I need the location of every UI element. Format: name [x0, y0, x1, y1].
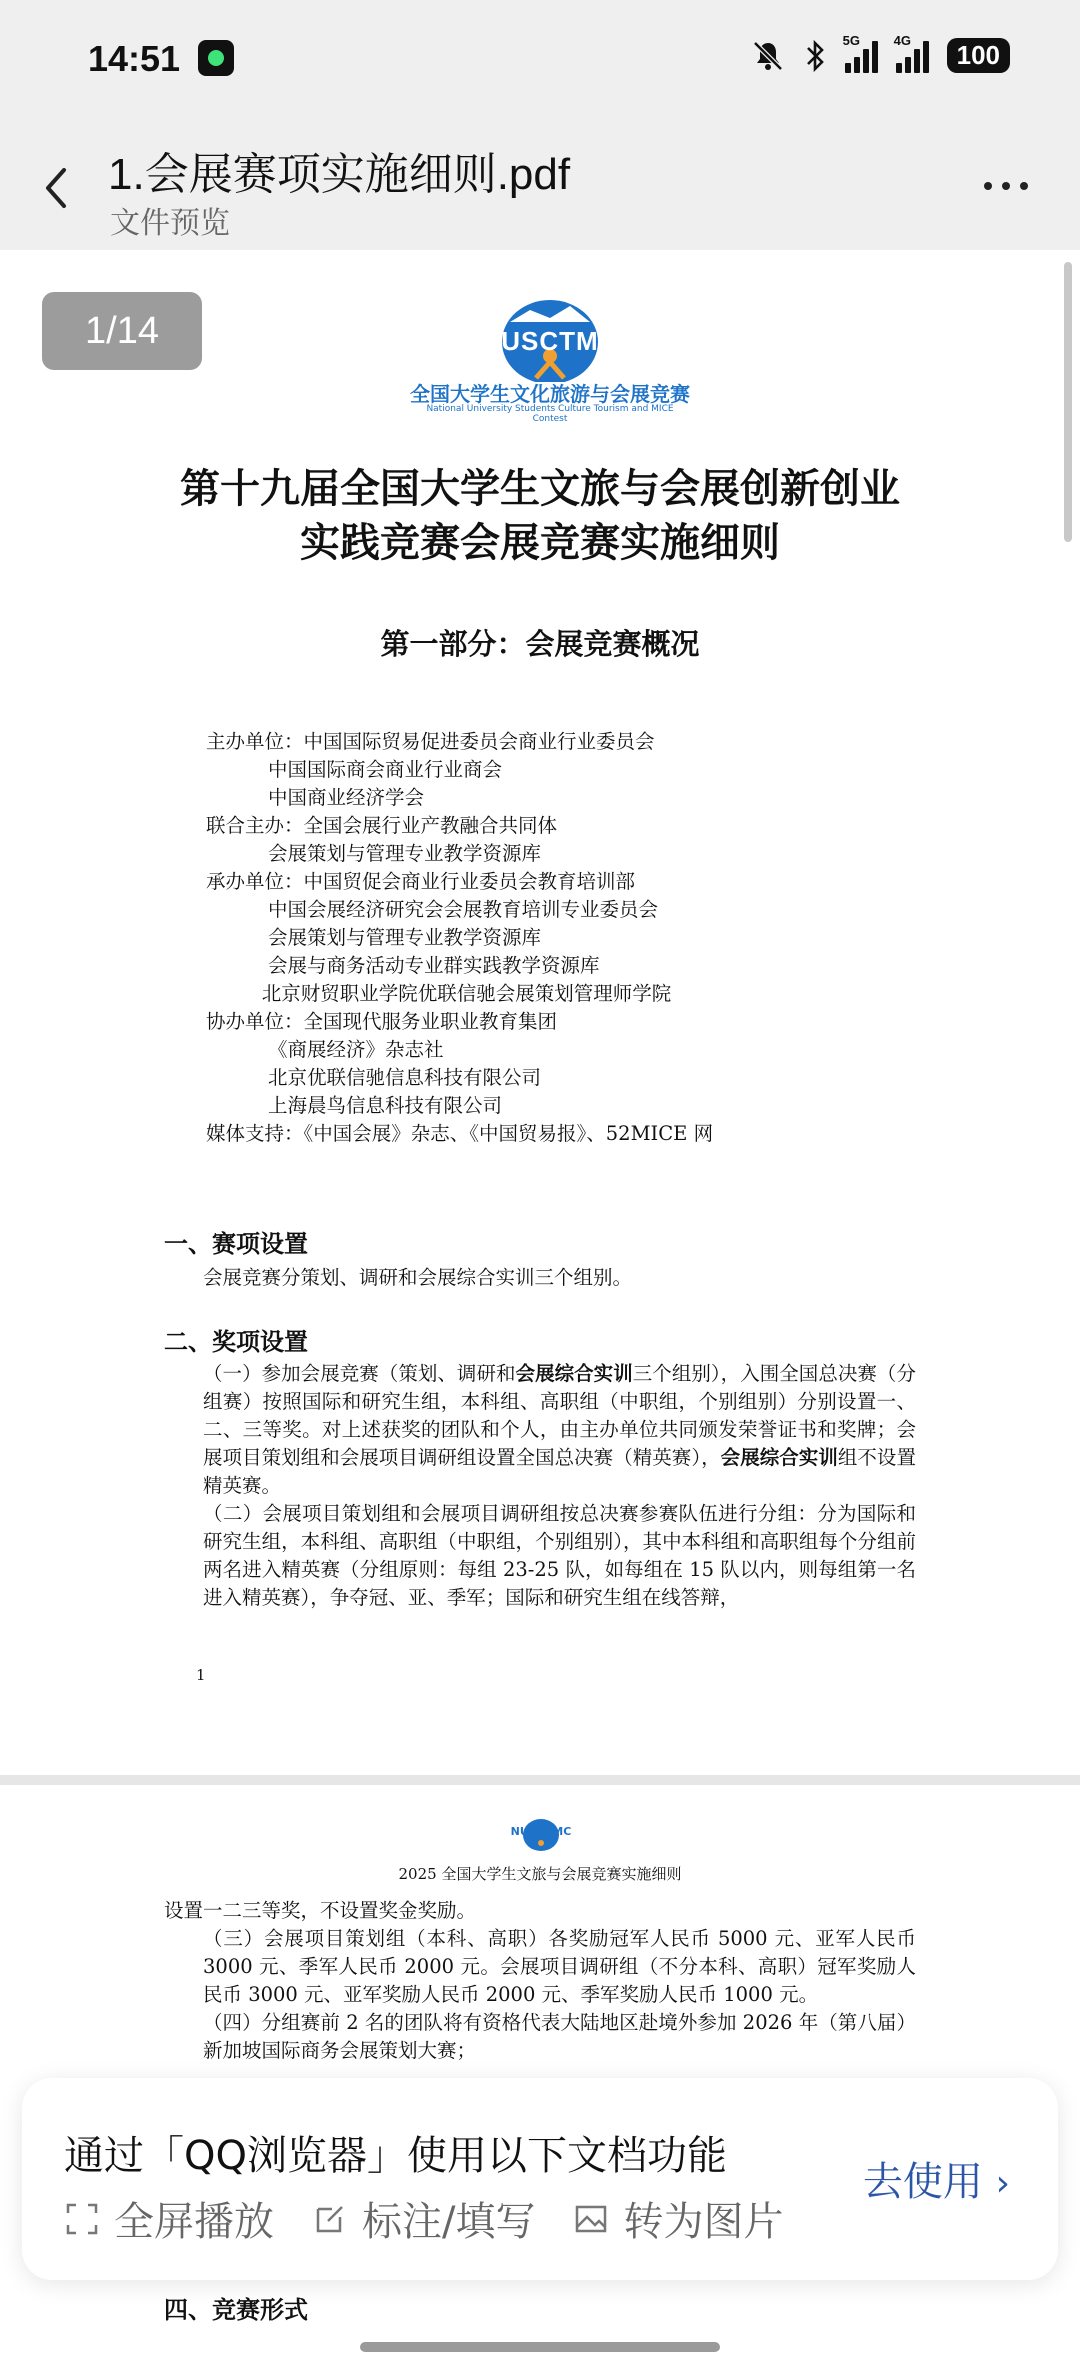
back-icon[interactable] — [36, 158, 76, 218]
org-line: 中国国际商会商业行业商会 — [206, 758, 502, 781]
app-notification-icon — [198, 40, 234, 76]
org-line: 北京财贸职业学院优联信驰会展策划管理师学院 — [206, 982, 672, 1005]
signal-5g-icon: 5G — [845, 39, 878, 73]
qq-browser-promo-card — [22, 2078, 1058, 2280]
chevron-right-icon: › — [995, 2163, 1010, 2204]
org-line: 中国会展经济研究会会展教育培训专业委员会 — [206, 898, 658, 921]
signal-4g-icon: 4G — [896, 39, 929, 73]
fullscreen-icon — [64, 2201, 100, 2237]
status-time: 14:51 — [88, 38, 181, 79]
doc-title-line1: 第十九届全国大学生文旅与会展创新创业 — [180, 465, 900, 512]
org-line: 会展策划与管理专业教学资源库 — [206, 926, 541, 949]
org-line: 中国商业经济学会 — [206, 786, 424, 809]
contest-logo — [410, 292, 690, 442]
more-options-icon[interactable] — [984, 175, 1040, 195]
page2-logo: NUSCTMC — [505, 1807, 577, 1859]
section-paragraph: 会展竞赛分策划、调研和会展综合实训三个组别。 — [203, 1266, 633, 1289]
annotate-fill-feature[interactable]: 标注/填写 — [312, 2190, 535, 2247]
section-heading: 一、赛项设置 — [164, 1229, 308, 1258]
battery-indicator: 100 — [947, 38, 1010, 73]
edit-icon — [312, 2201, 348, 2237]
org-line: 媒体支持：《中国会展》杂志、《中国贸易报》、52MICE 网 — [206, 1122, 714, 1145]
org-line: 《商展经济》杂志社 — [206, 1038, 444, 1061]
status-bar — [0, 0, 1080, 120]
section-paragraph: 设置一二三等奖，不设置奖金奖励。 （三）会展项目策划组（本科、高职）各奖励冠军人民币 5000 元、亚军人民币 3000 元、季军人民币 2000 元。会展项目调研组（不分本科、高职）冠军奖励人民币 3000 元、亚军奖励人民币 2000 元、季军奖励人民币 1000 元。 （四）分组赛前 2 名的团队将有资格代表大陆地区赴境外参加 2026 年（第八届）新加坡国际商务会展策划大赛； — [164, 1899, 916, 2062]
org-line: 联合主办：全国会展行业产教融合共同体 — [206, 814, 558, 837]
section-heading: 二、奖项设置 — [164, 1327, 308, 1356]
logo-wordmark: NUSCTMC — [481, 326, 619, 356]
mute-bell-icon — [751, 39, 785, 73]
part-heading: 第一部分：会展竞赛概况 — [380, 627, 700, 661]
org-line: 协办单位：全国现代服务业职业教育集团 — [206, 1010, 558, 1033]
go-use-button[interactable]: 去使用 › — [862, 2159, 1010, 2205]
page-header: 2025 全国大学生文旅与会展竞赛实施细则 — [398, 1865, 682, 1883]
org-line: 上海晨鸟信息科技有限公司 — [206, 1094, 502, 1117]
bluetooth-icon — [803, 39, 827, 73]
org-line: 主办单位：中国国际贸易促进委员会商业行业委员会 — [206, 730, 655, 753]
page-number: 1 — [196, 1666, 206, 1684]
page-indicator: 1/14 — [42, 292, 202, 370]
document-subtitle: 文件预览 — [110, 206, 230, 241]
org-line: 会展与商务活动专业群实践教学资源库 — [206, 954, 600, 977]
scrollbar-thumb[interactable] — [1064, 262, 1072, 542]
title-bar — [0, 120, 1080, 250]
fullscreen-play-feature[interactable]: 全屏播放 — [64, 2190, 274, 2247]
home-indicator[interactable] — [360, 2342, 720, 2352]
logo-en-text: National University Students Culture Tourism and MICE Contest — [426, 404, 674, 424]
pdf-page-1 — [0, 250, 1080, 1775]
convert-to-image-feature[interactable]: 转为图片 — [573, 2190, 783, 2247]
doc-title-line2: 实践竞赛会展竞赛实施细则 — [300, 519, 780, 566]
promo-title: 通过「QQ浏览器」使用以下文档功能 — [64, 2133, 727, 2179]
pdf-viewer[interactable] — [0, 250, 1080, 2374]
promo-feature-list — [64, 2190, 783, 2247]
org-line: 北京优联信驰信息科技有限公司 — [206, 1066, 541, 1089]
document-title: 1.会展赛项实施细则.pdf — [108, 150, 571, 199]
org-line: 会展策划与管理专业教学资源库 — [206, 842, 541, 865]
org-line: 承办单位：中国贸促会商业行业委员会教育培训部 — [206, 870, 636, 893]
image-icon — [573, 2201, 609, 2237]
logo-cn-text: 全国大学生文化旅游与会展竞赛 — [410, 382, 690, 406]
section-heading: 四、竞赛形式 — [164, 2295, 308, 2324]
section-paragraph: （一）参加会展竞赛（策划、调研和会展综合实训三个组别），入围全国总决赛（分组赛）按照国际和研究生组，本科组、高职组（中职组，个别组别）分别设置一、二、三等奖。对上述获奖的团队和个人，由主办单位共同颁发荣誉证书和奖牌；会展项目策划组和会展项目调研组设置全国总决赛（精英赛），会展综合实训组不设置精英赛。 （二）会展项目策划组和会展项目调研组按总决赛参赛队伍进行分组：分为国际和研究生组，本科组、高职组（中职组，个别组别），其中本科组和高职组每个分组前两名进入精英赛（分组原则：每组 23-25 队，如每组在 15 队以内，则每组第一名进入精英赛），争夺冠、亚、季军；国际和研究生组在线答辩， — [203, 1362, 916, 1609]
status-icons — [751, 32, 1010, 73]
